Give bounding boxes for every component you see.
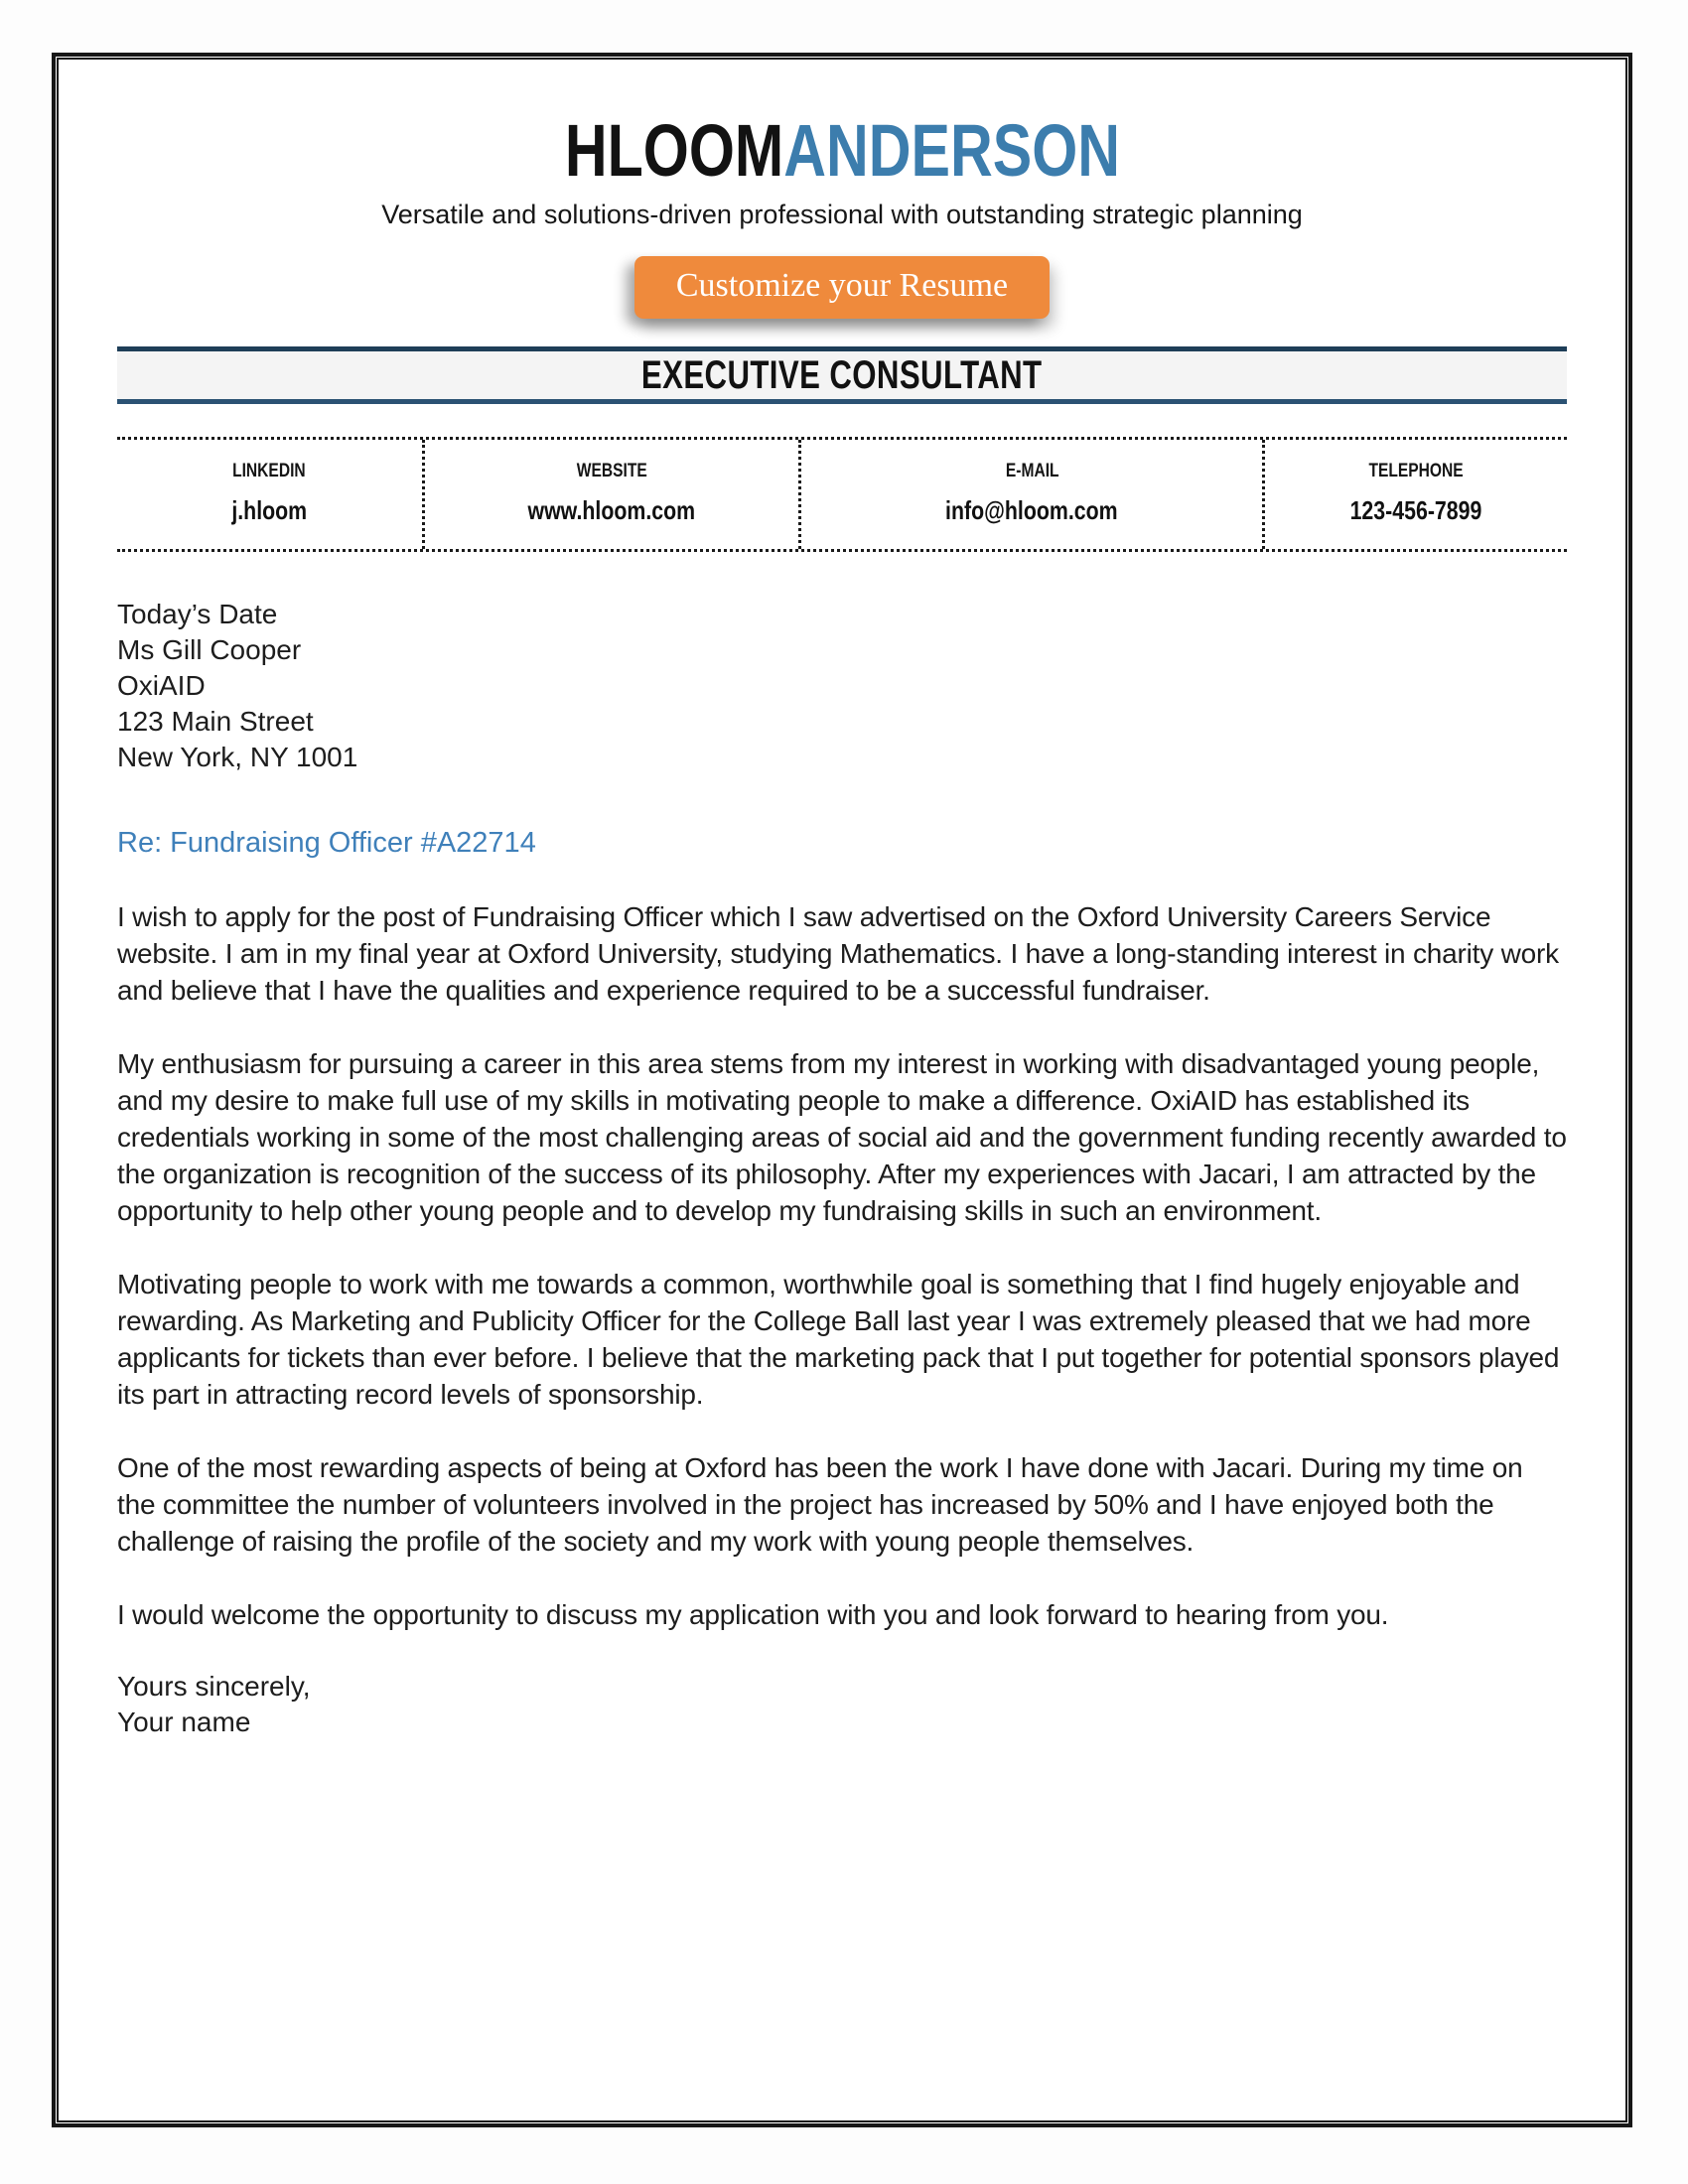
contact-label-website: WEBSITE <box>576 461 647 481</box>
button-row <box>117 256 1567 318</box>
brand-title <box>117 109 1567 192</box>
brand-name-black: HLOOM <box>564 109 783 192</box>
customize-resume-button[interactable]: Customize your Resume <box>634 256 1050 319</box>
contact-label-email: E-MAIL <box>1005 461 1059 481</box>
page-border-inner-rule <box>57 58 1627 2122</box>
job-title-bar <box>117 346 1567 404</box>
subject-line: Re: Fundraising Officer #A22714 <box>117 827 536 859</box>
recipient-line-company: OxiAID <box>117 670 206 701</box>
closing-line: Yours sincerely, <box>117 1671 311 1702</box>
brand-tagline: Versatile and solutions-driven professional with outstanding strategic planning <box>381 200 1303 229</box>
paragraph-5: I would welcome the opportunity to discuss my application with you and look forward to hearing from you. <box>117 1599 1389 1630</box>
letter-body <box>117 597 1567 1740</box>
paragraph-1: I wish to apply for the post of Fundraising Officer which I saw advertised on the Oxford University Careers Service website. I am in my final year at Oxford University, studying Mathematics. I have a long-standing interest in charity work and believe that I have the qualities and experience required to be a successful fundraiser. <box>117 901 1559 1006</box>
contact-strip <box>117 437 1567 552</box>
contact-value-email: info@hloom.com <box>945 495 1119 525</box>
recipient-line-street: 123 Main Street <box>117 706 314 737</box>
contact-value-linkedin: j.hloom <box>231 495 308 525</box>
contact-label-telephone: TELEPHONE <box>1368 461 1464 481</box>
recipient-block <box>117 597 1567 775</box>
recipient-line-name: Ms Gill Cooper <box>117 634 302 665</box>
contact-value-telephone: 123-456-7899 <box>1349 495 1482 525</box>
job-title: EXECUTIVE CONSULTANT <box>641 352 1043 397</box>
paragraph-2: My enthusiasm for pursuing a career in this area stems from my interest in working with disadvantaged young people, and my desire to make full use of my skills in motivating people to make a difference. OxiAID has established its credentials working in some of the most challenging areas of social aid and the government funding recently awarded to the organization is recognition of the success of its philosophy. After my experiences with Jacari, I am attracted by the opportunity to help other young people and to develop my fundraising skills in such an environment. <box>117 1048 1567 1226</box>
brand-title-inner <box>564 109 1120 192</box>
contact-cell-email <box>798 440 1262 549</box>
contact-cell-website <box>422 440 799 549</box>
page-content <box>59 60 1625 2120</box>
contact-value-website: www.hloom.com <box>527 495 696 525</box>
recipient-line-date: Today’s Date <box>117 599 278 629</box>
brand-name-blue: ANDERSON <box>782 109 1120 192</box>
contact-cell-linkedin <box>117 440 422 549</box>
page-border-frame <box>52 53 1632 2127</box>
contact-cell-telephone <box>1262 440 1567 549</box>
paragraph-4: One of the most rewarding aspects of being at Oxford has been the work I have done with Jacari. During my time on the committee the number of volunteers involved in the project has increased by 50% and I have enjoyed both the challenge of raising the profile of the society and my work with young people themselves. <box>117 1452 1523 1557</box>
contact-label-linkedin: LINKEDIN <box>232 461 307 481</box>
recipient-line-city: New York, NY 1001 <box>117 742 358 772</box>
signature-line: Your name <box>117 1706 251 1737</box>
closing-block <box>117 1669 1567 1740</box>
paragraph-3: Motivating people to work with me towards a common, worthwhile goal is something that I find hugely enjoyable and rewarding. As Marketing and Publicity Officer for the College Ball last year I was extremely pleased that we had more applicants for tickets than ever before. I believe that the marketing pack that I put together for potential sponsors played its part in attracting record levels of sponsorship. <box>117 1269 1560 1410</box>
